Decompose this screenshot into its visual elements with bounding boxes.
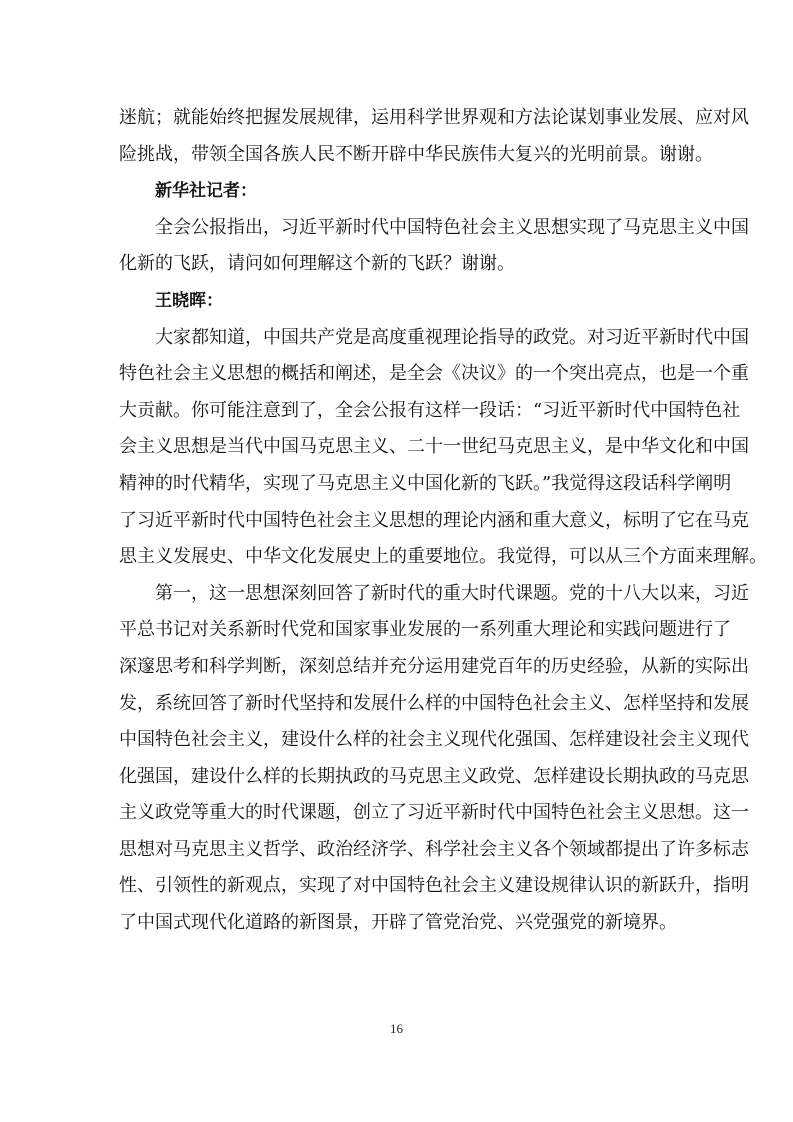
text-line: 全会公报指出，习近平新时代中国特色社会主义思想实现了马克思主义中国 [155,216,749,238]
text-line: 平总书记对关系新时代党和国家事业发展的一系列重大理论和实践问题进行了 [119,619,731,641]
text-line: 思主义发展史、中华文化发展史上的重要地位。我觉得，可以从三个方面来理解。 [119,546,767,568]
text-line: 深邃思考和科学判断，深刻总结并充分运用建党百年的历史经验，从新的实际出 [119,655,749,677]
text-line: 迷航；就能始终把握发展规律，运用科学世界观和方法论谋划事业发展、应对风 [119,107,749,128]
text-line: 化强国，建设什么样的长期执政的马克思主义政党、怎样建设长期执政的马克思 [119,765,749,787]
text-line: 特色社会主义思想的概括和阐述，是全会《决议》的一个突出亮点，也是一个重 [119,363,749,385]
text-line: 了中国式现代化道路的新图景，开辟了管党治党、兴党强党的新境界。 [119,912,677,934]
text-line: 化新的飞跃，请问如何理解这个新的飞跃？谢谢。 [119,253,515,275]
speaker-heading-wang-xiaohui: 王晓晖： [155,290,223,311]
text-line: 了习近平新时代中国特色社会主义思想的理论内涵和重大意义，标明了它在马克 [119,509,749,531]
text-line: 大家都知道，中国共产党是高度重视理论指导的政党。对习近平新时代中国 [155,326,749,348]
text-line: 性、引领性的新观点，实现了对中国特色社会主义建设规律认识的新跃升，指明 [119,875,749,897]
text-line: 会主义思想是当代中国马克思主义、二十一世纪马克思主义，是中华文化和中国 [119,436,749,458]
text-line: 发，系统回答了新时代坚持和发展什么样的中国特色社会主义、怎样坚持和发展 [119,692,749,714]
text-line: 精神的时代精华，实现了马克思主义中国化新的飞跃。”我觉得这段话科学阐明 [119,472,732,494]
text-line: 主义政党等重大的时代课题，创立了习近平新时代中国特色社会主义思想。这一 [119,802,749,824]
text-line: 中国特色社会主义，建设什么样的社会主义现代化强国、怎样建设社会主义现代 [119,729,749,751]
text-line: 第一，这一思想深刻回答了新时代的重大时代课题。党的十八大以来，习近 [155,582,749,604]
text-line: 险挑战，带领全国各族人民不断开辟中华民族伟大复兴的光明前景。谢谢。 [119,143,713,165]
text-line: 思想对马克思主义哲学、政治经济学、科学社会主义各个领域都提出了许多标志 [119,838,749,860]
speaker-heading-xinhua: 新华社记者： [155,181,257,202]
text-line: 大贡献。你可能注意到了，全会公报有这样一段话：“习近平新时代中国特色社 [119,399,741,421]
page-number: 16 [390,1021,403,1036]
document-body [119,100,767,942]
